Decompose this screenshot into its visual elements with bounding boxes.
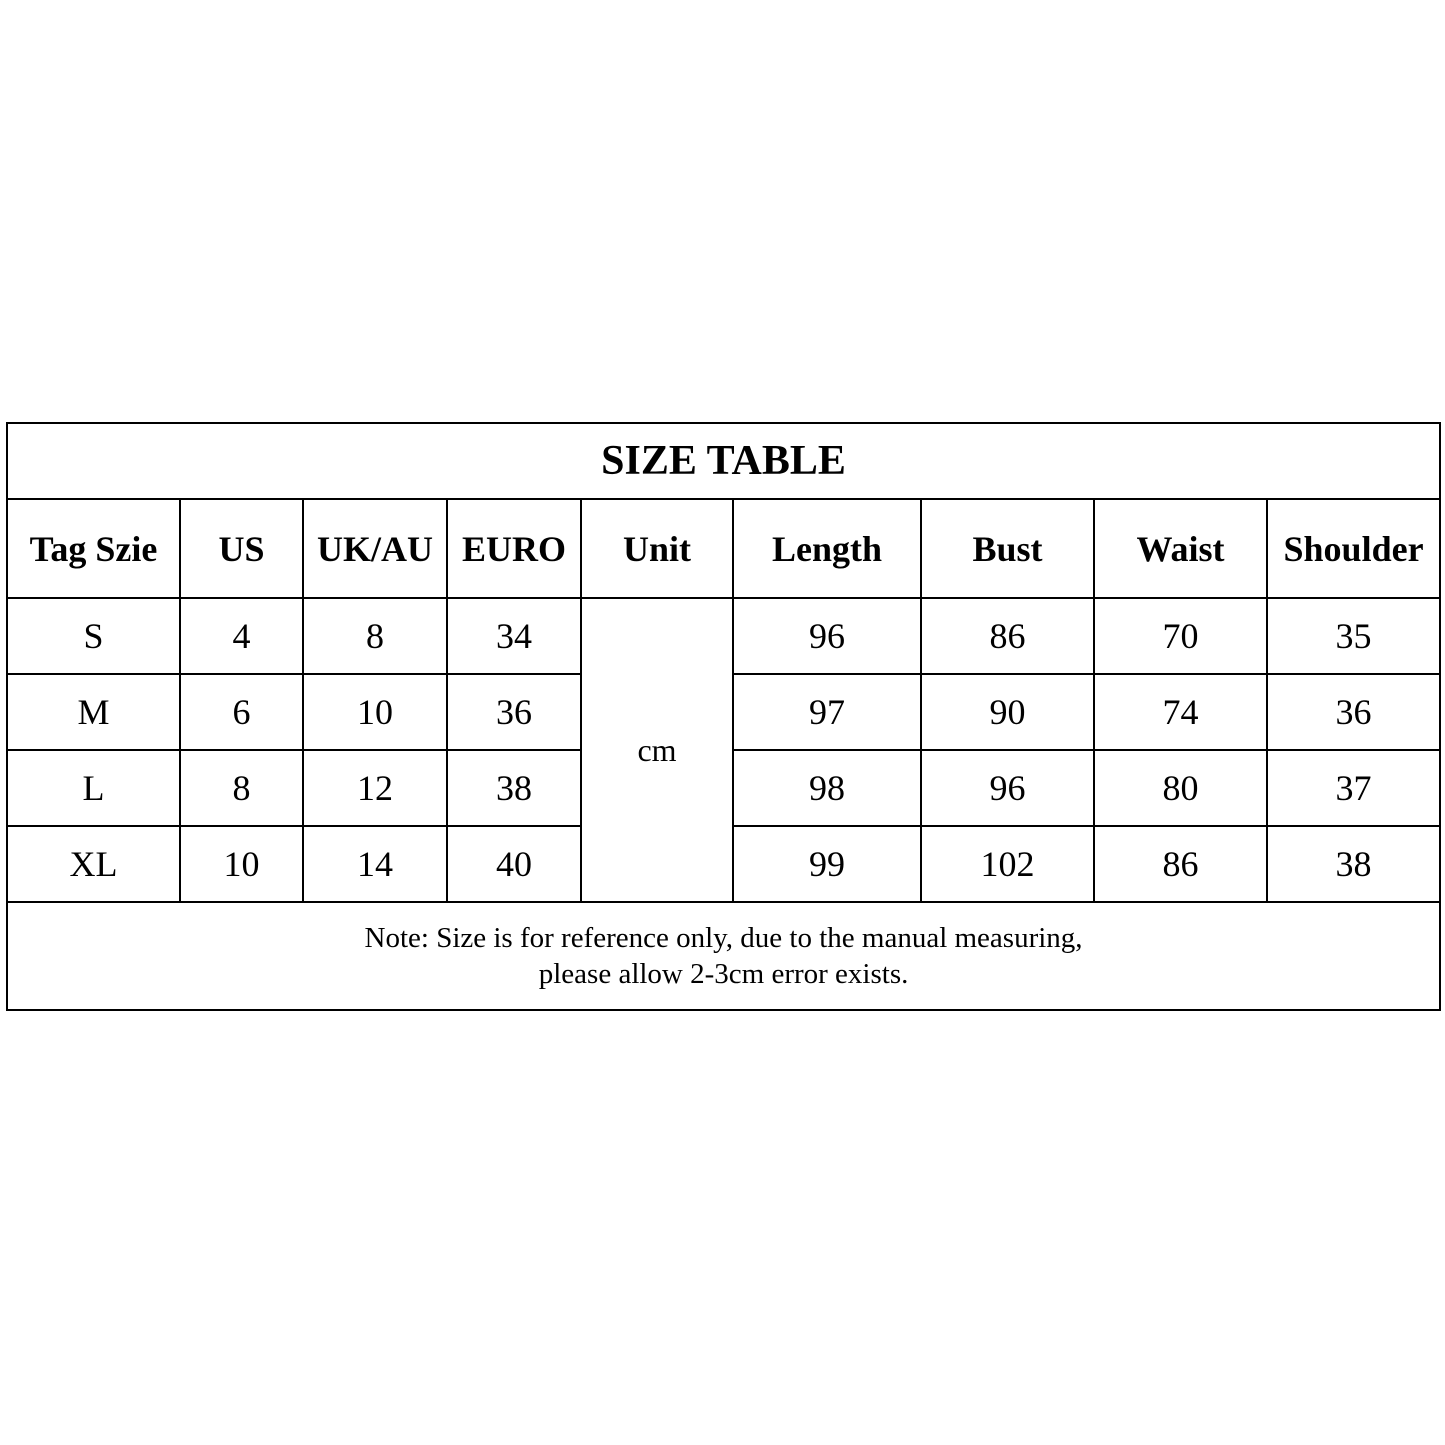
cell-length: 97: [733, 674, 921, 750]
cell-waist: 86: [1094, 826, 1267, 902]
header-us: US: [180, 499, 303, 598]
cell-euro: 40: [447, 826, 581, 902]
table-row: [7, 598, 1440, 674]
cell-bust: 96: [921, 750, 1094, 826]
cell-us: 10: [180, 826, 303, 902]
header-length: Length: [733, 499, 921, 598]
cell-length: 98: [733, 750, 921, 826]
size-note: [7, 902, 1440, 1010]
cell-waist: 70: [1094, 598, 1267, 674]
cell-shoulder: 35: [1267, 598, 1440, 674]
header-shoulder: Shoulder: [1267, 499, 1440, 598]
cell-tag-size: L: [7, 750, 180, 826]
note-row: [7, 902, 1440, 1010]
cell-unit: cm: [581, 598, 733, 902]
header-tag-size: Tag Szie: [7, 499, 180, 598]
cell-waist: 80: [1094, 750, 1267, 826]
header-waist: Waist: [1094, 499, 1267, 598]
cell-shoulder: 37: [1267, 750, 1440, 826]
cell-tag-size: XL: [7, 826, 180, 902]
cell-tag-size: M: [7, 674, 180, 750]
cell-bust: 90: [921, 674, 1094, 750]
cell-us: 4: [180, 598, 303, 674]
header-unit: Unit: [581, 499, 733, 598]
table-title: SIZE TABLE: [7, 423, 1440, 499]
cell-bust: 102: [921, 826, 1094, 902]
title-row: [7, 423, 1440, 499]
cell-euro: 36: [447, 674, 581, 750]
header-uk-au: UK/AU: [303, 499, 447, 598]
size-table: [6, 422, 1441, 1011]
header-bust: Bust: [921, 499, 1094, 598]
note-line-2: please allow 2-3cm error exists.: [538, 958, 909, 990]
cell-shoulder: 38: [1267, 826, 1440, 902]
cell-uk-au: 14: [303, 826, 447, 902]
cell-euro: 34: [447, 598, 581, 674]
cell-uk-au: 12: [303, 750, 447, 826]
cell-tag-size: S: [7, 598, 180, 674]
cell-bust: 86: [921, 598, 1094, 674]
cell-uk-au: 8: [303, 598, 447, 674]
cell-length: 99: [733, 826, 921, 902]
note-line-1: Note: Size is for reference only, due to the manual measuring,: [364, 922, 1083, 954]
cell-length: 96: [733, 598, 921, 674]
cell-us: 8: [180, 750, 303, 826]
cell-uk-au: 10: [303, 674, 447, 750]
cell-us: 6: [180, 674, 303, 750]
header-euro: EURO: [447, 499, 581, 598]
cell-waist: 74: [1094, 674, 1267, 750]
cell-shoulder: 36: [1267, 674, 1440, 750]
header-row: [7, 499, 1440, 598]
cell-euro: 38: [447, 750, 581, 826]
